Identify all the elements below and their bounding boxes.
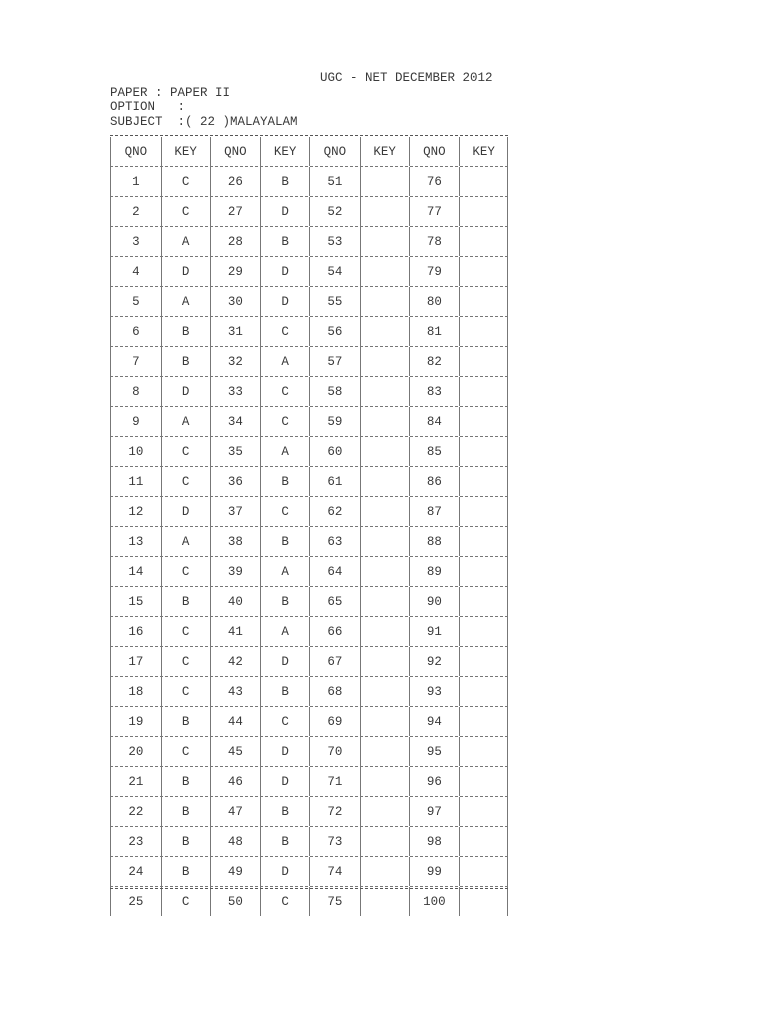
- key-cell: D: [260, 857, 309, 886]
- table-row: [110, 647, 508, 677]
- key-cell: C: [161, 647, 210, 676]
- key-cell: A: [260, 437, 309, 466]
- qno-cell: 49: [210, 857, 261, 886]
- key-cell: [459, 707, 508, 736]
- key-cell: [360, 497, 409, 526]
- key-cell: C: [161, 617, 210, 646]
- table-row: [110, 767, 508, 797]
- key-cell: [360, 647, 409, 676]
- key-cell: [459, 227, 508, 256]
- qno-cell: 88: [409, 527, 460, 556]
- key-cell: C: [161, 887, 210, 916]
- qno-cell: 70: [309, 737, 360, 766]
- qno-cell: 25: [110, 887, 161, 916]
- key-cell: [360, 227, 409, 256]
- qno-cell: 52: [309, 197, 360, 226]
- column-header: QNO: [309, 137, 360, 166]
- qno-cell: 4: [110, 257, 161, 286]
- qno-cell: 97: [409, 797, 460, 826]
- qno-cell: 38: [210, 527, 261, 556]
- qno-cell: 1: [110, 167, 161, 196]
- key-cell: D: [161, 377, 210, 406]
- qno-cell: 31: [210, 317, 261, 346]
- key-cell: [360, 407, 409, 436]
- qno-cell: 12: [110, 497, 161, 526]
- qno-cell: 23: [110, 827, 161, 856]
- qno-cell: 17: [110, 647, 161, 676]
- qno-cell: 51: [309, 167, 360, 196]
- key-cell: [360, 767, 409, 796]
- qno-cell: 50: [210, 887, 261, 916]
- key-cell: B: [161, 707, 210, 736]
- key-cell: C: [260, 377, 309, 406]
- qno-cell: 14: [110, 557, 161, 586]
- key-cell: [360, 617, 409, 646]
- key-cell: [360, 737, 409, 766]
- key-cell: [459, 557, 508, 586]
- qno-cell: 76: [409, 167, 460, 196]
- key-cell: A: [161, 407, 210, 436]
- qno-cell: 24: [110, 857, 161, 886]
- key-cell: C: [260, 497, 309, 526]
- key-cell: D: [260, 647, 309, 676]
- table-row: [110, 827, 508, 857]
- key-cell: [459, 587, 508, 616]
- key-cell: C: [161, 467, 210, 496]
- key-cell: D: [260, 257, 309, 286]
- qno-cell: 36: [210, 467, 261, 496]
- column-header: KEY: [260, 137, 309, 166]
- qno-cell: 77: [409, 197, 460, 226]
- qno-cell: 82: [409, 347, 460, 376]
- column-header: QNO: [110, 137, 161, 166]
- qno-cell: 100: [409, 887, 460, 916]
- qno-cell: 48: [210, 827, 261, 856]
- key-cell: [459, 347, 508, 376]
- qno-cell: 72: [309, 797, 360, 826]
- key-cell: A: [260, 557, 309, 586]
- column-header: QNO: [210, 137, 261, 166]
- qno-cell: 22: [110, 797, 161, 826]
- key-cell: B: [260, 167, 309, 196]
- key-cell: [360, 167, 409, 196]
- qno-cell: 15: [110, 587, 161, 616]
- qno-cell: 75: [309, 887, 360, 916]
- key-cell: [360, 797, 409, 826]
- key-cell: [360, 347, 409, 376]
- qno-cell: 83: [409, 377, 460, 406]
- key-cell: B: [260, 797, 309, 826]
- table-row: [110, 437, 508, 467]
- qno-cell: 89: [409, 557, 460, 586]
- qno-cell: 94: [409, 707, 460, 736]
- qno-cell: 8: [110, 377, 161, 406]
- table-row: [110, 797, 508, 827]
- key-cell: [360, 857, 409, 886]
- key-cell: [459, 407, 508, 436]
- key-cell: B: [260, 467, 309, 496]
- table-header-row: [110, 137, 508, 167]
- key-cell: [360, 287, 409, 316]
- qno-cell: 78: [409, 227, 460, 256]
- table-row: [110, 707, 508, 737]
- qno-cell: 54: [309, 257, 360, 286]
- qno-cell: 43: [210, 677, 261, 706]
- key-cell: B: [161, 767, 210, 796]
- key-cell: [459, 467, 508, 496]
- qno-cell: 6: [110, 317, 161, 346]
- qno-cell: 18: [110, 677, 161, 706]
- key-cell: B: [260, 827, 309, 856]
- qno-cell: 79: [409, 257, 460, 286]
- qno-cell: 27: [210, 197, 261, 226]
- qno-cell: 74: [309, 857, 360, 886]
- key-cell: B: [161, 857, 210, 886]
- key-cell: C: [161, 737, 210, 766]
- key-cell: D: [260, 737, 309, 766]
- qno-cell: 85: [409, 437, 460, 466]
- key-cell: [459, 797, 508, 826]
- key-cell: [360, 437, 409, 466]
- qno-cell: 40: [210, 587, 261, 616]
- key-cell: [459, 857, 508, 886]
- qno-cell: 20: [110, 737, 161, 766]
- table-row: [110, 167, 508, 197]
- table-row: [110, 587, 508, 617]
- qno-cell: 60: [309, 437, 360, 466]
- key-cell: [360, 527, 409, 556]
- key-cell: [360, 257, 409, 286]
- key-cell: [360, 707, 409, 736]
- qno-cell: 80: [409, 287, 460, 316]
- key-cell: [459, 287, 508, 316]
- qno-cell: 53: [309, 227, 360, 256]
- key-cell: A: [161, 287, 210, 316]
- qno-cell: 5: [110, 287, 161, 316]
- qno-cell: 92: [409, 647, 460, 676]
- qno-cell: 59: [309, 407, 360, 436]
- bottom-rule: [110, 888, 508, 889]
- key-cell: B: [161, 347, 210, 376]
- key-cell: [459, 497, 508, 526]
- qno-cell: 30: [210, 287, 261, 316]
- qno-cell: 96: [409, 767, 460, 796]
- qno-cell: 10: [110, 437, 161, 466]
- qno-cell: 45: [210, 737, 261, 766]
- key-cell: [360, 887, 409, 916]
- key-cell: [459, 527, 508, 556]
- qno-cell: 7: [110, 347, 161, 376]
- key-cell: [459, 887, 508, 916]
- key-cell: D: [161, 497, 210, 526]
- qno-cell: 35: [210, 437, 261, 466]
- table-row: [110, 617, 508, 647]
- key-cell: [459, 677, 508, 706]
- qno-cell: 58: [309, 377, 360, 406]
- key-cell: C: [161, 437, 210, 466]
- key-cell: C: [161, 557, 210, 586]
- table-row: [110, 227, 508, 257]
- qno-cell: 68: [309, 677, 360, 706]
- option-line: OPTION :: [110, 100, 186, 114]
- table-body: [110, 167, 508, 916]
- answer-key-table: [110, 137, 508, 916]
- qno-cell: 33: [210, 377, 261, 406]
- key-cell: B: [161, 587, 210, 616]
- key-cell: C: [260, 407, 309, 436]
- qno-cell: 34: [210, 407, 261, 436]
- key-cell: [459, 827, 508, 856]
- key-cell: C: [161, 677, 210, 706]
- key-cell: [459, 377, 508, 406]
- key-cell: [360, 677, 409, 706]
- key-cell: B: [260, 227, 309, 256]
- table-row: [110, 737, 508, 767]
- qno-cell: 71: [309, 767, 360, 796]
- qno-cell: 3: [110, 227, 161, 256]
- qno-cell: 26: [210, 167, 261, 196]
- key-cell: A: [260, 347, 309, 376]
- qno-cell: 37: [210, 497, 261, 526]
- table-row: [110, 857, 508, 887]
- key-cell: C: [260, 887, 309, 916]
- qno-cell: 86: [409, 467, 460, 496]
- key-cell: [459, 767, 508, 796]
- table-row: [110, 347, 508, 377]
- qno-cell: 95: [409, 737, 460, 766]
- paper-line: PAPER : PAPER II: [110, 86, 231, 100]
- qno-cell: 61: [309, 467, 360, 496]
- qno-cell: 47: [210, 797, 261, 826]
- table-row: [110, 497, 508, 527]
- key-cell: [459, 617, 508, 646]
- qno-cell: 28: [210, 227, 261, 256]
- qno-cell: 62: [309, 497, 360, 526]
- qno-cell: 44: [210, 707, 261, 736]
- qno-cell: 99: [409, 857, 460, 886]
- qno-cell: 90: [409, 587, 460, 616]
- qno-cell: 39: [210, 557, 261, 586]
- table-row: [110, 257, 508, 287]
- table-row: [110, 557, 508, 587]
- key-cell: D: [260, 767, 309, 796]
- qno-cell: 87: [409, 497, 460, 526]
- key-cell: [360, 197, 409, 226]
- qno-cell: 9: [110, 407, 161, 436]
- key-cell: [360, 317, 409, 346]
- key-cell: [459, 437, 508, 466]
- key-cell: C: [161, 197, 210, 226]
- key-cell: [360, 587, 409, 616]
- qno-cell: 93: [409, 677, 460, 706]
- key-cell: A: [161, 227, 210, 256]
- key-cell: [459, 737, 508, 766]
- qno-cell: 11: [110, 467, 161, 496]
- table-row: [110, 887, 508, 916]
- key-cell: B: [161, 827, 210, 856]
- qno-cell: 42: [210, 647, 261, 676]
- key-cell: [459, 257, 508, 286]
- key-cell: B: [161, 317, 210, 346]
- key-cell: A: [260, 617, 309, 646]
- qno-cell: 98: [409, 827, 460, 856]
- qno-cell: 63: [309, 527, 360, 556]
- column-header: KEY: [360, 137, 409, 166]
- table-row: [110, 467, 508, 497]
- qno-cell: 41: [210, 617, 261, 646]
- key-cell: [459, 317, 508, 346]
- table-row: [110, 677, 508, 707]
- table-row: [110, 377, 508, 407]
- qno-cell: 56: [309, 317, 360, 346]
- qno-cell: 84: [409, 407, 460, 436]
- qno-cell: 57: [309, 347, 360, 376]
- qno-cell: 69: [309, 707, 360, 736]
- qno-cell: 67: [309, 647, 360, 676]
- subject-line: SUBJECT :( 22 )MALAYALAM: [110, 115, 298, 129]
- key-cell: D: [260, 287, 309, 316]
- key-cell: C: [260, 707, 309, 736]
- key-cell: D: [260, 197, 309, 226]
- table-row: [110, 407, 508, 437]
- key-cell: B: [260, 587, 309, 616]
- key-cell: B: [260, 677, 309, 706]
- top-rule: [110, 135, 508, 136]
- column-header: KEY: [161, 137, 210, 166]
- key-cell: [459, 197, 508, 226]
- table-row: [110, 287, 508, 317]
- qno-cell: 73: [309, 827, 360, 856]
- qno-cell: 81: [409, 317, 460, 346]
- table-row: [110, 527, 508, 557]
- table-row: [110, 317, 508, 347]
- key-cell: [360, 377, 409, 406]
- qno-cell: 2: [110, 197, 161, 226]
- qno-cell: 55: [309, 287, 360, 316]
- qno-cell: 66: [309, 617, 360, 646]
- column-header: KEY: [459, 137, 508, 166]
- key-cell: C: [260, 317, 309, 346]
- qno-cell: 65: [309, 587, 360, 616]
- qno-cell: 29: [210, 257, 261, 286]
- key-cell: D: [161, 257, 210, 286]
- qno-cell: 21: [110, 767, 161, 796]
- qno-cell: 64: [309, 557, 360, 586]
- key-cell: [360, 467, 409, 496]
- key-cell: [360, 557, 409, 586]
- document-title: UGC - NET DECEMBER 2012: [320, 71, 493, 85]
- key-cell: [459, 647, 508, 676]
- key-cell: B: [260, 527, 309, 556]
- column-header: QNO: [409, 137, 460, 166]
- table-row: [110, 197, 508, 227]
- qno-cell: 91: [409, 617, 460, 646]
- key-cell: [459, 167, 508, 196]
- key-cell: B: [161, 797, 210, 826]
- qno-cell: 16: [110, 617, 161, 646]
- qno-cell: 32: [210, 347, 261, 376]
- qno-cell: 46: [210, 767, 261, 796]
- key-cell: C: [161, 167, 210, 196]
- key-cell: [360, 827, 409, 856]
- key-cell: A: [161, 527, 210, 556]
- qno-cell: 13: [110, 527, 161, 556]
- qno-cell: 19: [110, 707, 161, 736]
